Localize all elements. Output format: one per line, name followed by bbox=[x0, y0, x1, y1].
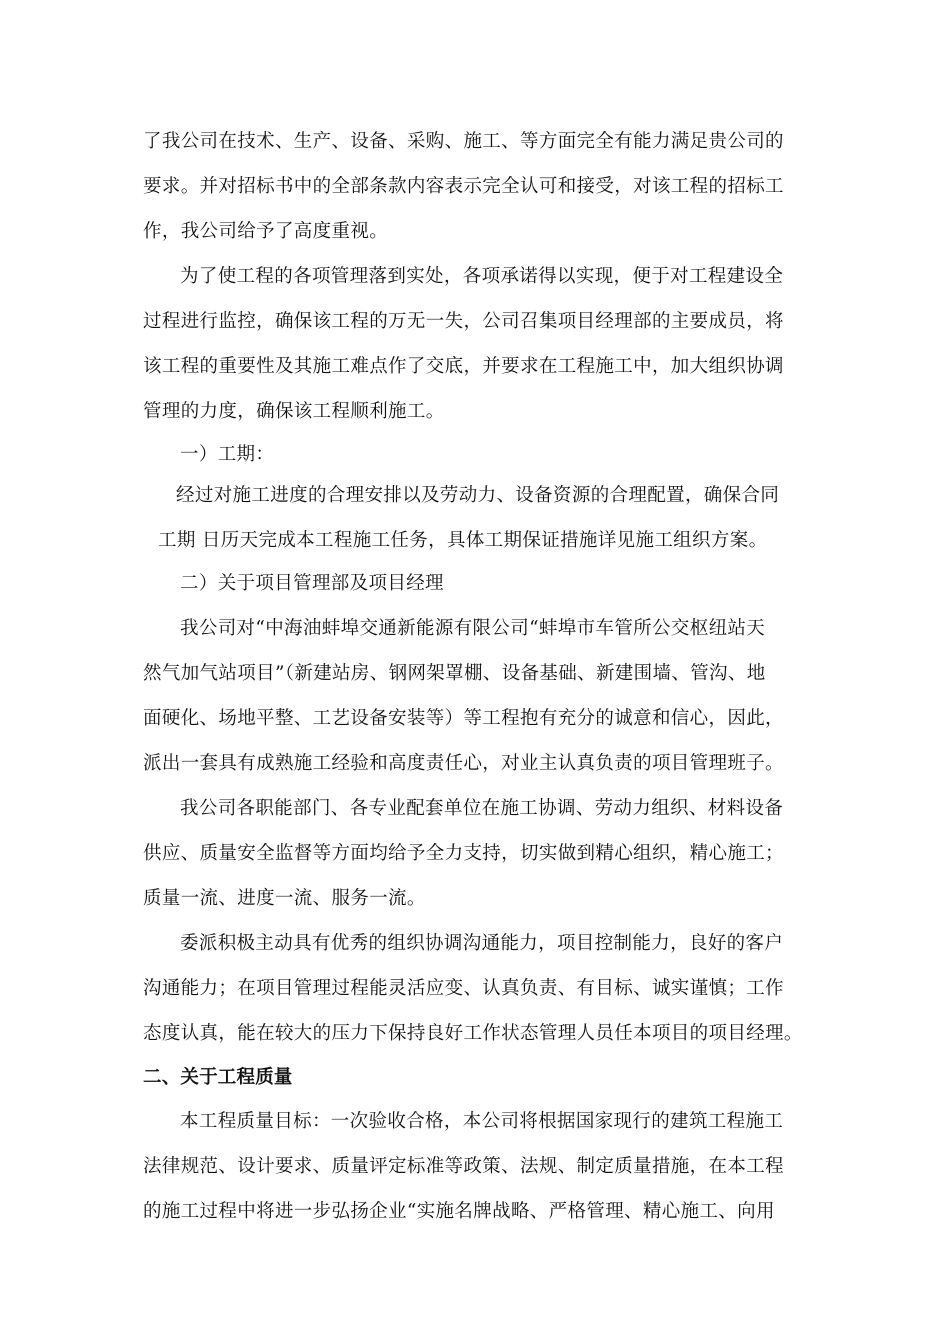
body-line: 派出一套具有成熟施工经验和高度责任心，对业主认真负责的项目管理班子。 bbox=[143, 753, 784, 774]
body-line: 质量一流、进度一流、服务一流。 bbox=[143, 888, 426, 909]
body-line: 法律规范、设计要求、质量评定标准等政策、法规、制定质量措施，在本工程 bbox=[143, 1156, 784, 1177]
body-line: 管理的力度，确保该工程顺利施工。 bbox=[143, 401, 445, 422]
body-line: 沟通能力；在项目管理过程能灵活应变、认真负责、有目标、诚实谨慎；工作 bbox=[143, 978, 784, 999]
paragraph-start-line: 为了使工程的各项管理落到实处，各项承诺得以实现，便于对工程建设全 bbox=[180, 266, 784, 287]
paragraph-start-line: 本工程质量目标：一次验收合格，本公司将根据国家现行的建筑工程施工 bbox=[180, 1111, 784, 1132]
body-line: 的施工过程中将进一步弘扬企业“实施名牌战略、严格管理、精心施工、向用 bbox=[143, 1201, 775, 1222]
paragraph-start-line: 我公司对“中海油蚌埠交通新能源有限公司“蚌埠市车管所公交枢纽站天 bbox=[180, 618, 766, 639]
body-line: 态度认真，能在较大的压力下保持良好工作状态管理人员任本项目的项目经理。 bbox=[143, 1023, 803, 1044]
paragraph-start-line: 经过对施工进度的合理安排以及劳动力、设备资源的合理配置，确保合同 bbox=[176, 485, 780, 506]
body-line: 了我公司在技术、生产、设备、采购、施工、等方面完全有能力满足贵公司的 bbox=[143, 131, 784, 152]
subheading-schedule: 一）工期： bbox=[180, 444, 275, 465]
body-line: 要求。并对招标书中的全部条款内容表示完全认可和接受，对该工程的招标工 bbox=[143, 176, 784, 197]
paragraph-start-line: 我公司各职能部门、各专业配套单位在施工协调、劳动力组织、材料设备 bbox=[180, 798, 784, 819]
body-line: 作，我公司给予了高度重视。 bbox=[143, 221, 389, 242]
body-line: 供应、质量安全监督等方面均给予全力支持，切实做到精心组织，精心施工； bbox=[143, 843, 784, 864]
body-line: 面硬化、场地平整、工艺设备安装等）等工程抱有充分的诚意和信心，因此， bbox=[143, 708, 784, 729]
paragraph-start-line: 委派积极主动具有优秀的组织协调沟通能力，项目控制能力，良好的客户 bbox=[180, 933, 784, 954]
body-line: 工期 日历天完成本工程施工任务，具体工期保证措施详见施工组织方案。 bbox=[158, 530, 768, 551]
section-heading-quality: 二、关于工程质量 bbox=[143, 1067, 293, 1088]
body-line: 该工程的重要性及其施工难点作了交底，并要求在工程施工中，加大组织协调 bbox=[143, 356, 784, 377]
body-line: 然气加气站项目”（新建站房、钢网架罩棚、设备基础、新建围墙、管沟、地 bbox=[143, 663, 766, 684]
body-line: 过程进行监控，确保该工程的万无一失，公司召集项目经理部的主要成员，将 bbox=[143, 311, 784, 332]
subheading-project-manager: 二）关于项目管理部及项目经理 bbox=[180, 573, 444, 594]
